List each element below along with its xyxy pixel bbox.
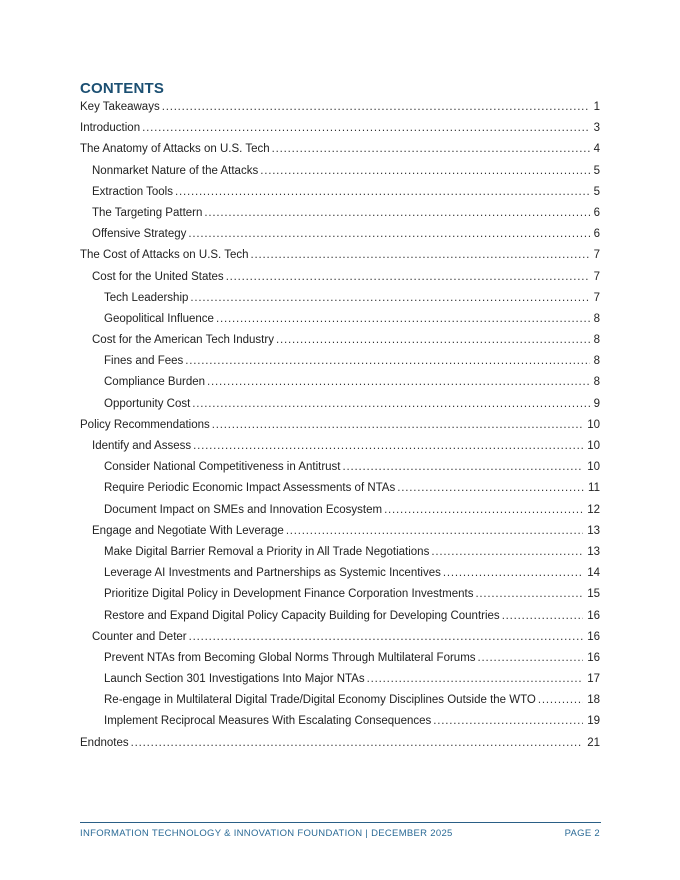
toc-entry-title: Fines and Fees <box>104 355 184 368</box>
toc-entry-title: Cost for the American Tech Industry <box>92 334 274 347</box>
toc-entry-page-number: 18 <box>587 694 600 707</box>
toc-entry-page-number: 10 <box>587 418 600 431</box>
toc-entry[interactable] <box>80 690 600 711</box>
footer-publisher-date: INFORMATION TECHNOLOGY & INNOVATION FOUNDATION | DECEMBER 2025 <box>80 828 453 839</box>
toc-entry-page-number: 13 <box>587 545 600 558</box>
toc-entry-title: Endnotes <box>80 736 129 749</box>
toc-entry[interactable] <box>80 267 600 288</box>
dot-leader <box>251 245 590 266</box>
toc-entry-page-number: 11 <box>588 482 600 495</box>
toc-entry-title: Document Impact on SMEs and Innovation Ecosystem <box>104 503 383 516</box>
dot-leader <box>226 267 590 288</box>
toc-entry-page-number: 5 <box>593 164 600 177</box>
dot-leader <box>272 139 590 160</box>
toc-entry-page-number: 17 <box>587 673 600 686</box>
dot-leader <box>343 457 584 478</box>
dot-leader <box>478 648 584 669</box>
toc-entry-title: Implement Reciprocal Measures With Escalating Consequences <box>104 715 432 728</box>
toc-entry[interactable] <box>80 457 600 478</box>
dot-leader <box>260 161 589 182</box>
dot-leader <box>212 415 583 436</box>
toc-entry-page-number: 7 <box>593 270 600 283</box>
toc-entry-title: Restore and Expand Digital Policy Capacity Building for Developing Countries <box>104 609 500 622</box>
toc-entry-title: Nonmarket Nature of the Attacks <box>92 164 259 177</box>
toc-entry-page-number: 7 <box>593 291 600 304</box>
toc-entry-page-number: 15 <box>587 588 600 601</box>
toc-entry-title: Prioritize Digital Policy in Development Finance Corporation Investments <box>104 588 474 601</box>
toc-entry-page-number: 8 <box>593 355 600 368</box>
toc-entry-page-number: 1 <box>593 101 600 113</box>
toc-entry[interactable] <box>80 500 600 521</box>
toc-entry-title: Counter and Deter <box>92 630 187 643</box>
toc-entry[interactable] <box>80 309 600 330</box>
toc-entry[interactable] <box>80 521 600 542</box>
dot-leader <box>433 711 583 732</box>
toc-entry-page-number: 9 <box>593 397 600 410</box>
dot-leader <box>193 436 583 457</box>
dot-leader <box>204 203 589 224</box>
toc-entry-title: Re-engage in Multilateral Digital Trade/Digital Economy Disciplines Outside the WTO <box>104 694 536 707</box>
toc-entry[interactable] <box>80 245 600 266</box>
toc-entry[interactable] <box>80 161 600 182</box>
toc-entry-page-number: 8 <box>593 312 600 325</box>
toc-entry-page-number: 12 <box>587 503 600 516</box>
toc-entry-page-number: 8 <box>593 376 600 389</box>
toc-entry-title: Cost for the United States <box>92 270 224 283</box>
dot-leader <box>367 669 584 690</box>
toc-entry-title: Geopolitical Influence <box>104 312 214 325</box>
toc-entry-page-number: 4 <box>593 143 600 156</box>
toc-entry[interactable] <box>80 288 600 309</box>
toc-entry[interactable] <box>80 648 600 669</box>
toc-entry-page-number: 7 <box>593 249 600 262</box>
toc-entry-page-number: 3 <box>593 122 600 135</box>
toc-entry-title: Prevent NTAs from Becoming Global Norms Through Multilateral Forums <box>104 651 476 664</box>
toc-entry-title: Key Takeaways <box>80 101 160 113</box>
footer-page-number: PAGE 2 <box>564 828 600 839</box>
toc-entry-title: The Targeting Pattern <box>92 206 203 219</box>
toc-entry-title: Offensive Strategy <box>92 228 187 241</box>
toc-entry-title: Leverage AI Investments and Partnerships as Systemic Incentives <box>104 567 441 580</box>
toc-entry-title: Policy Recommendations <box>80 418 210 431</box>
toc-entry-title: Require Periodic Economic Impact Assessments of NTAs <box>104 482 396 495</box>
toc-entry[interactable] <box>80 584 600 605</box>
toc-entry-page-number: 10 <box>587 440 600 452</box>
dot-leader <box>189 627 584 648</box>
toc-entry-page-number: 16 <box>587 630 600 643</box>
toc-entry[interactable] <box>80 118 600 139</box>
toc-entry-title: Launch Section 301 Investigations Into Major NTAs <box>104 673 365 686</box>
dot-leader <box>216 309 590 330</box>
toc-entry-page-number: 16 <box>587 651 600 664</box>
toc-entry[interactable] <box>80 182 600 203</box>
toc-entry[interactable] <box>80 330 600 351</box>
contents-heading: CONTENTS <box>80 80 165 97</box>
toc-entry-title: Consider National Competitiveness in Antitrust <box>104 461 341 474</box>
toc-entry-page-number: 21 <box>587 736 600 749</box>
toc-entry[interactable] <box>80 436 600 457</box>
toc-entry-title: Tech Leadership <box>104 291 189 304</box>
toc-entry[interactable] <box>80 394 600 415</box>
dot-leader <box>384 500 583 521</box>
dot-leader <box>190 288 589 309</box>
toc-entry-page-number: 14 <box>587 567 600 580</box>
dot-leader <box>207 372 590 393</box>
toc-entry[interactable] <box>80 563 600 584</box>
toc-entry-title: The Anatomy of Attacks on U.S. Tech <box>80 143 270 156</box>
dot-leader <box>192 394 589 415</box>
dot-leader <box>175 182 590 203</box>
dot-leader <box>131 733 584 754</box>
toc-entry[interactable] <box>80 203 600 224</box>
dot-leader <box>538 690 583 711</box>
toc-entry[interactable] <box>80 372 600 393</box>
toc-entry-page-number: 19 <box>587 715 600 728</box>
dot-leader <box>188 224 589 245</box>
dot-leader <box>286 521 583 542</box>
toc-entry-title: Extraction Tools <box>92 185 173 198</box>
toc-entry[interactable] <box>80 351 600 372</box>
dot-leader <box>475 584 583 605</box>
dot-leader <box>185 351 589 372</box>
toc-entry[interactable] <box>80 224 600 245</box>
toc-entry-page-number: 6 <box>593 206 600 219</box>
dot-leader <box>443 563 583 584</box>
toc-entry[interactable] <box>80 478 600 499</box>
toc-entry-title: Compliance Burden <box>104 376 206 389</box>
toc-entry-title: Introduction <box>80 122 141 135</box>
toc-entry-title: Opportunity Cost <box>104 397 191 410</box>
toc-entry-title: Identify and Assess <box>92 440 192 452</box>
toc-entry[interactable] <box>80 733 600 754</box>
dot-leader <box>276 330 590 351</box>
toc-entry-page-number: 16 <box>587 609 600 622</box>
dot-leader <box>142 118 589 139</box>
toc-entry-page-number: 13 <box>587 524 600 537</box>
dot-leader <box>431 542 583 563</box>
footer-divider <box>80 822 601 823</box>
toc-entry-title: Engage and Negotiate With Leverage <box>92 524 284 537</box>
table-of-contents <box>80 97 600 754</box>
toc-entry-page-number: 8 <box>593 334 600 347</box>
toc-entry-title: Make Digital Barrier Removal a Priority in All Trade Negotiations <box>104 545 430 558</box>
toc-entry[interactable] <box>80 669 600 690</box>
toc-entry-page-number: 6 <box>593 228 600 241</box>
dot-leader <box>502 606 584 627</box>
toc-entry[interactable] <box>80 415 600 436</box>
toc-entry-title: The Cost of Attacks on U.S. Tech <box>80 249 249 262</box>
toc-entry[interactable] <box>80 606 600 627</box>
toc-entry[interactable] <box>80 139 600 160</box>
dot-leader <box>162 97 590 118</box>
toc-entry-page-number: 10 <box>587 461 600 474</box>
toc-entry[interactable] <box>80 97 600 118</box>
toc-entry[interactable] <box>80 627 600 648</box>
dot-leader <box>397 478 584 499</box>
toc-entry[interactable] <box>80 711 600 732</box>
toc-entry-page-number: 5 <box>593 185 600 198</box>
toc-entry[interactable] <box>80 542 600 563</box>
